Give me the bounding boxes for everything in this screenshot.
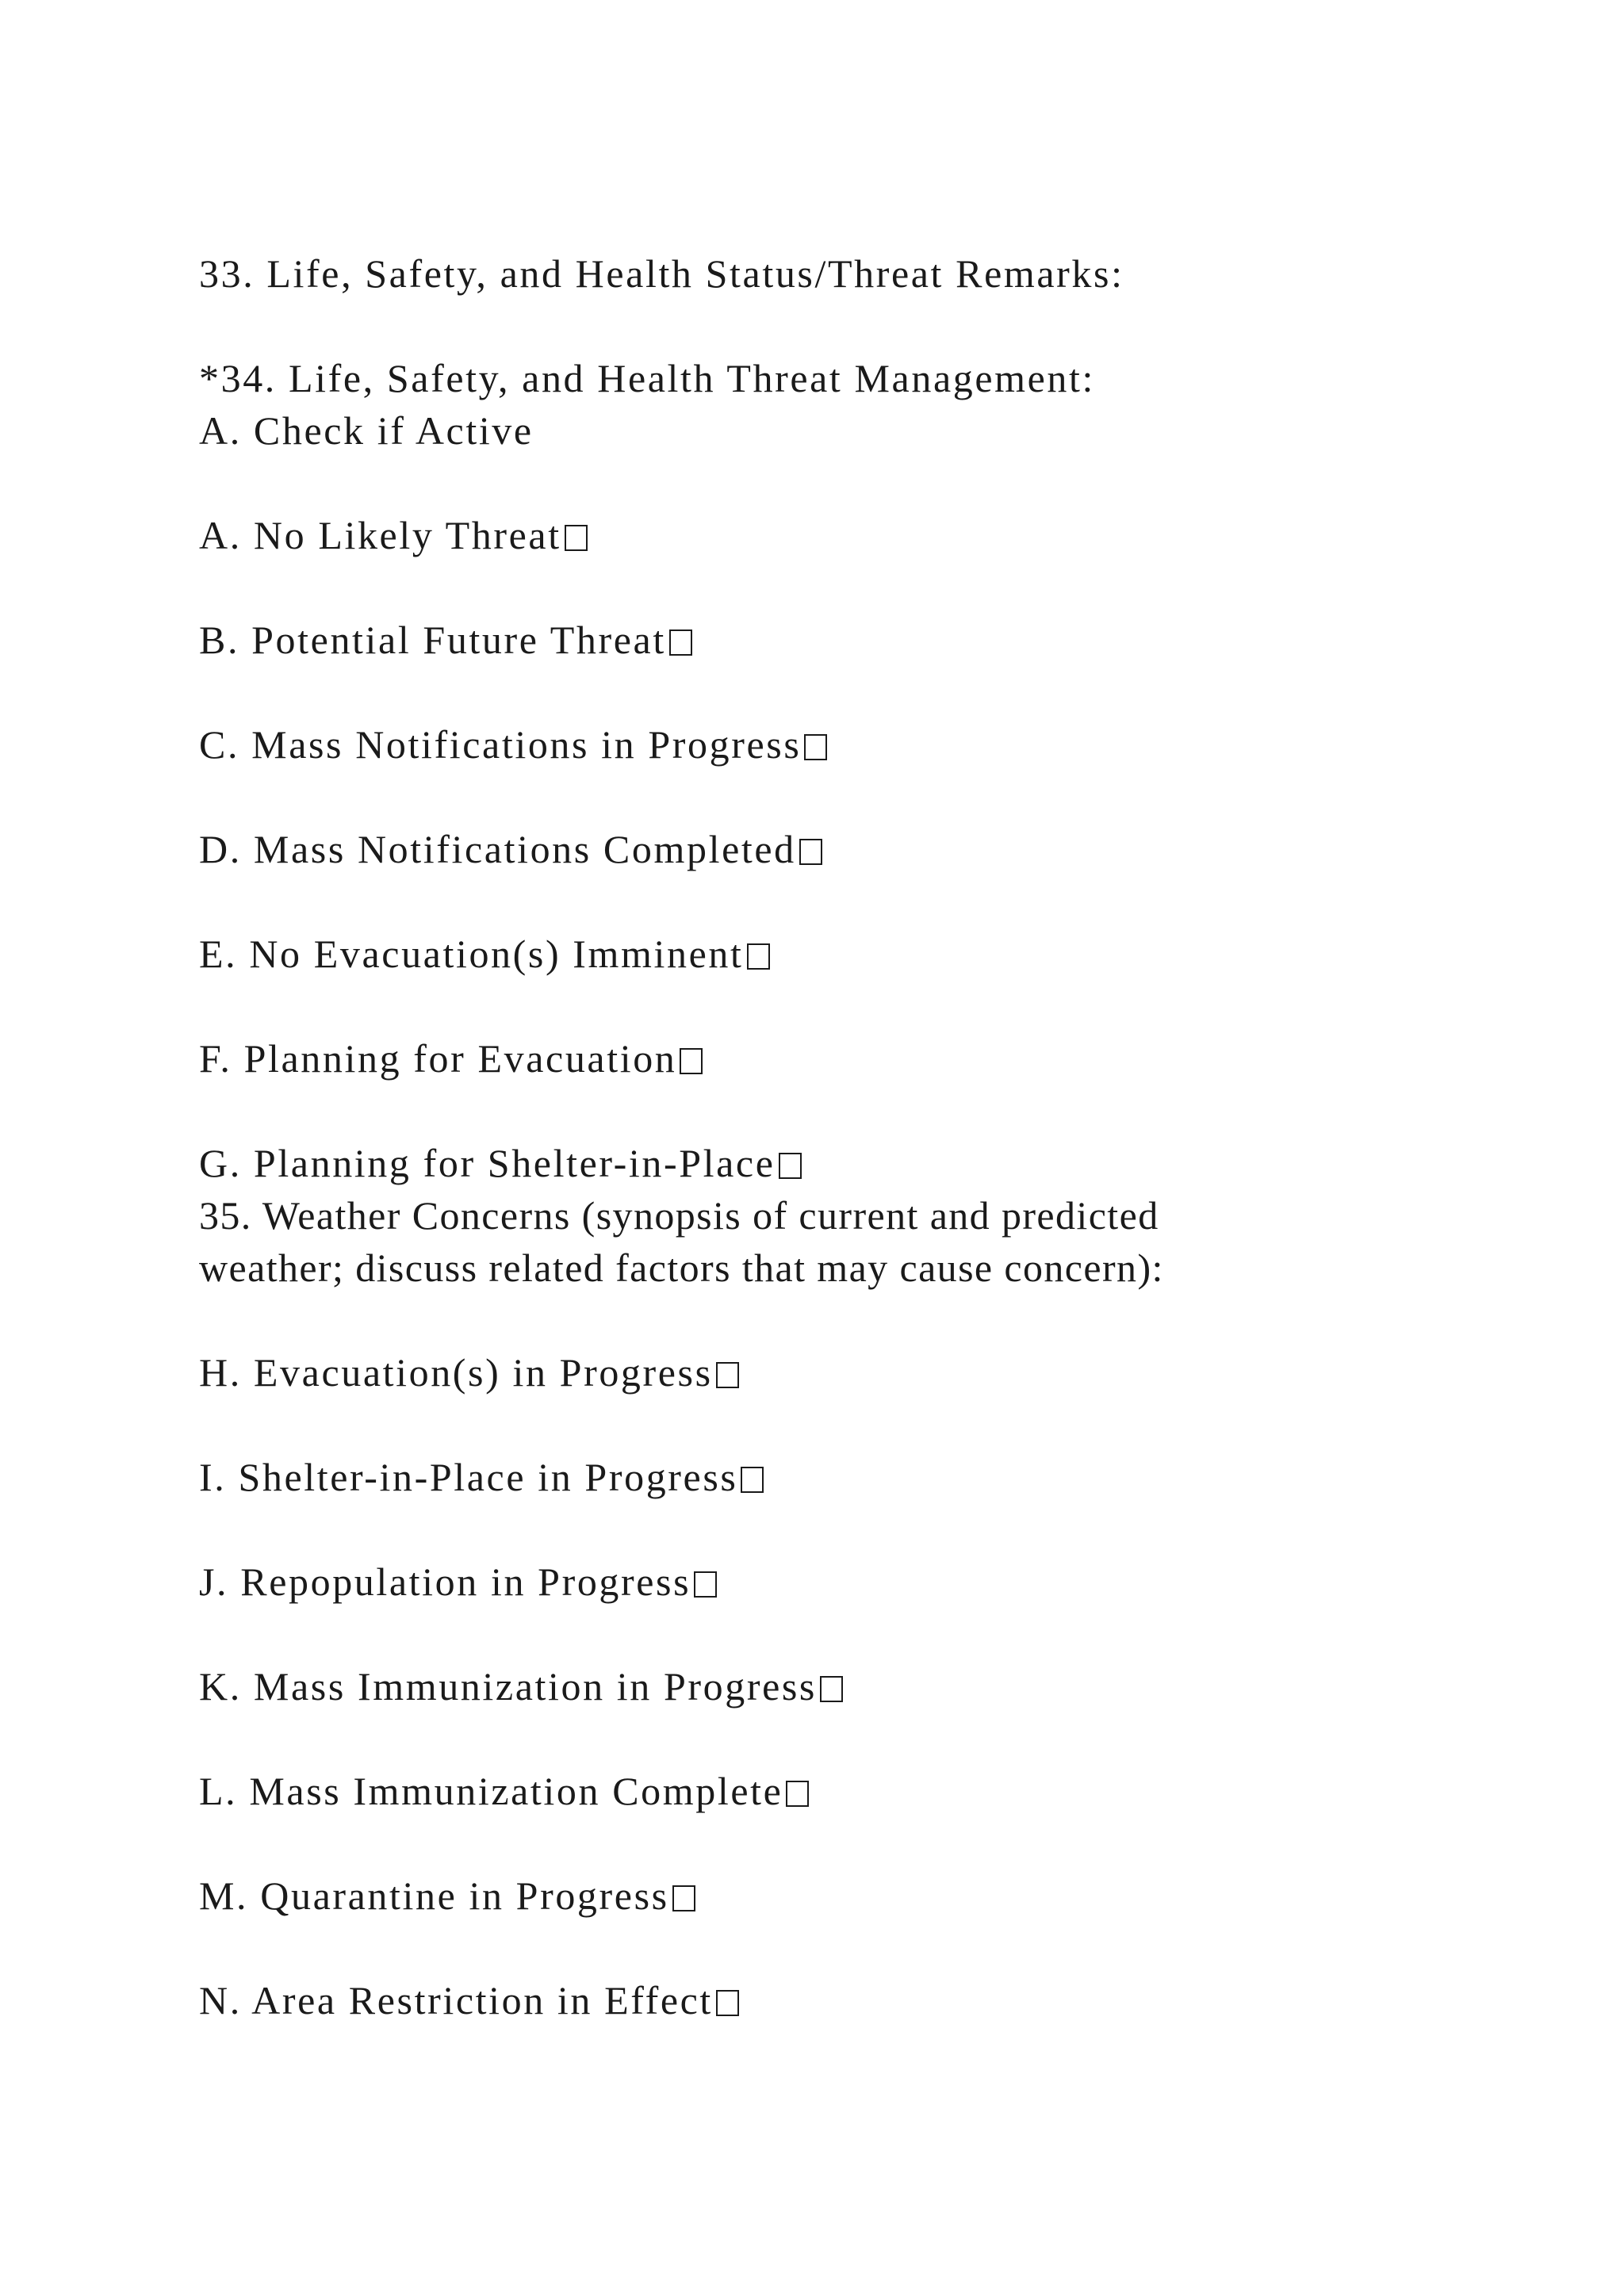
checklist-item-label: D. Mass Notifications Completed bbox=[199, 827, 796, 871]
checklist-item-label: K. Mass Immunization in Progress bbox=[199, 1664, 817, 1709]
checklist-item bbox=[199, 1974, 739, 2026]
checklist-item bbox=[199, 1451, 764, 1503]
checkbox[interactable] bbox=[672, 1885, 695, 1911]
checklist-item bbox=[199, 509, 588, 561]
checkbox[interactable] bbox=[694, 1571, 717, 1598]
checklist-item-label: G. Planning for Shelter-in-Place bbox=[199, 1141, 776, 1185]
checkbox[interactable] bbox=[804, 734, 827, 760]
checklist-item bbox=[199, 718, 827, 771]
checkbox[interactable] bbox=[741, 1467, 764, 1493]
checklist-item bbox=[199, 1032, 703, 1085]
checklist-item bbox=[199, 614, 692, 666]
checkbox[interactable] bbox=[779, 1153, 802, 1179]
checklist-item-label: B. Potential Future Threat bbox=[199, 618, 666, 662]
checklist-item bbox=[199, 1137, 802, 1189]
checklist-item-label: J. Repopulation in Progress bbox=[199, 1559, 691, 1604]
checklist-item-label: L. Mass Immunization Complete bbox=[199, 1769, 783, 1813]
checklist-item-label: A. No Likely Threat bbox=[199, 513, 561, 557]
checklist-item-label: F. Planning for Evacuation bbox=[199, 1036, 677, 1081]
section-34-label: *34. Life, Safety, and Health Threat Management: bbox=[199, 356, 1095, 400]
checklist-item-label: N. Area Restriction in Effect bbox=[199, 1978, 713, 2022]
checkbox[interactable] bbox=[716, 1362, 739, 1388]
checklist-item-label: C. Mass Notifications in Progress bbox=[199, 722, 802, 767]
section-33-label: 33. Life, Safety, and Health Status/Threat Remarks: bbox=[199, 251, 1124, 296]
checklist-item bbox=[199, 823, 822, 875]
checklist-item-label: H. Evacuation(s) in Progress bbox=[199, 1350, 713, 1395]
checklist-item bbox=[199, 1765, 809, 1817]
checklist-item-label: I. Shelter-in-Place in Progress bbox=[199, 1455, 738, 1499]
checklist-item bbox=[199, 1869, 695, 1922]
checkbox[interactable] bbox=[820, 1676, 843, 1702]
checklist-item-label: E. No Evacuation(s) Imminent bbox=[199, 932, 744, 976]
checkbox[interactable] bbox=[716, 1990, 739, 2016]
checkbox[interactable] bbox=[799, 839, 822, 865]
checkbox[interactable] bbox=[747, 943, 770, 970]
checklist-item bbox=[199, 1556, 717, 1608]
checklist-item bbox=[199, 1660, 843, 1712]
checkbox[interactable] bbox=[565, 525, 588, 551]
checklist-item bbox=[199, 1346, 739, 1399]
checklist-item-label: M. Quarantine in Progress bbox=[199, 1873, 669, 1918]
checkbox[interactable] bbox=[786, 1781, 809, 1807]
section-35-label-line-2: weather; discuss related factors that may cause concern): bbox=[199, 1246, 1164, 1290]
section-34-instruction: A. Check if Active bbox=[199, 408, 534, 453]
section-35-label-line-1: 35. Weather Concerns (synopsis of current and predicted bbox=[199, 1193, 1159, 1238]
checkbox[interactable] bbox=[680, 1048, 703, 1074]
checklist-item bbox=[199, 928, 770, 980]
checkbox[interactable] bbox=[669, 629, 692, 656]
